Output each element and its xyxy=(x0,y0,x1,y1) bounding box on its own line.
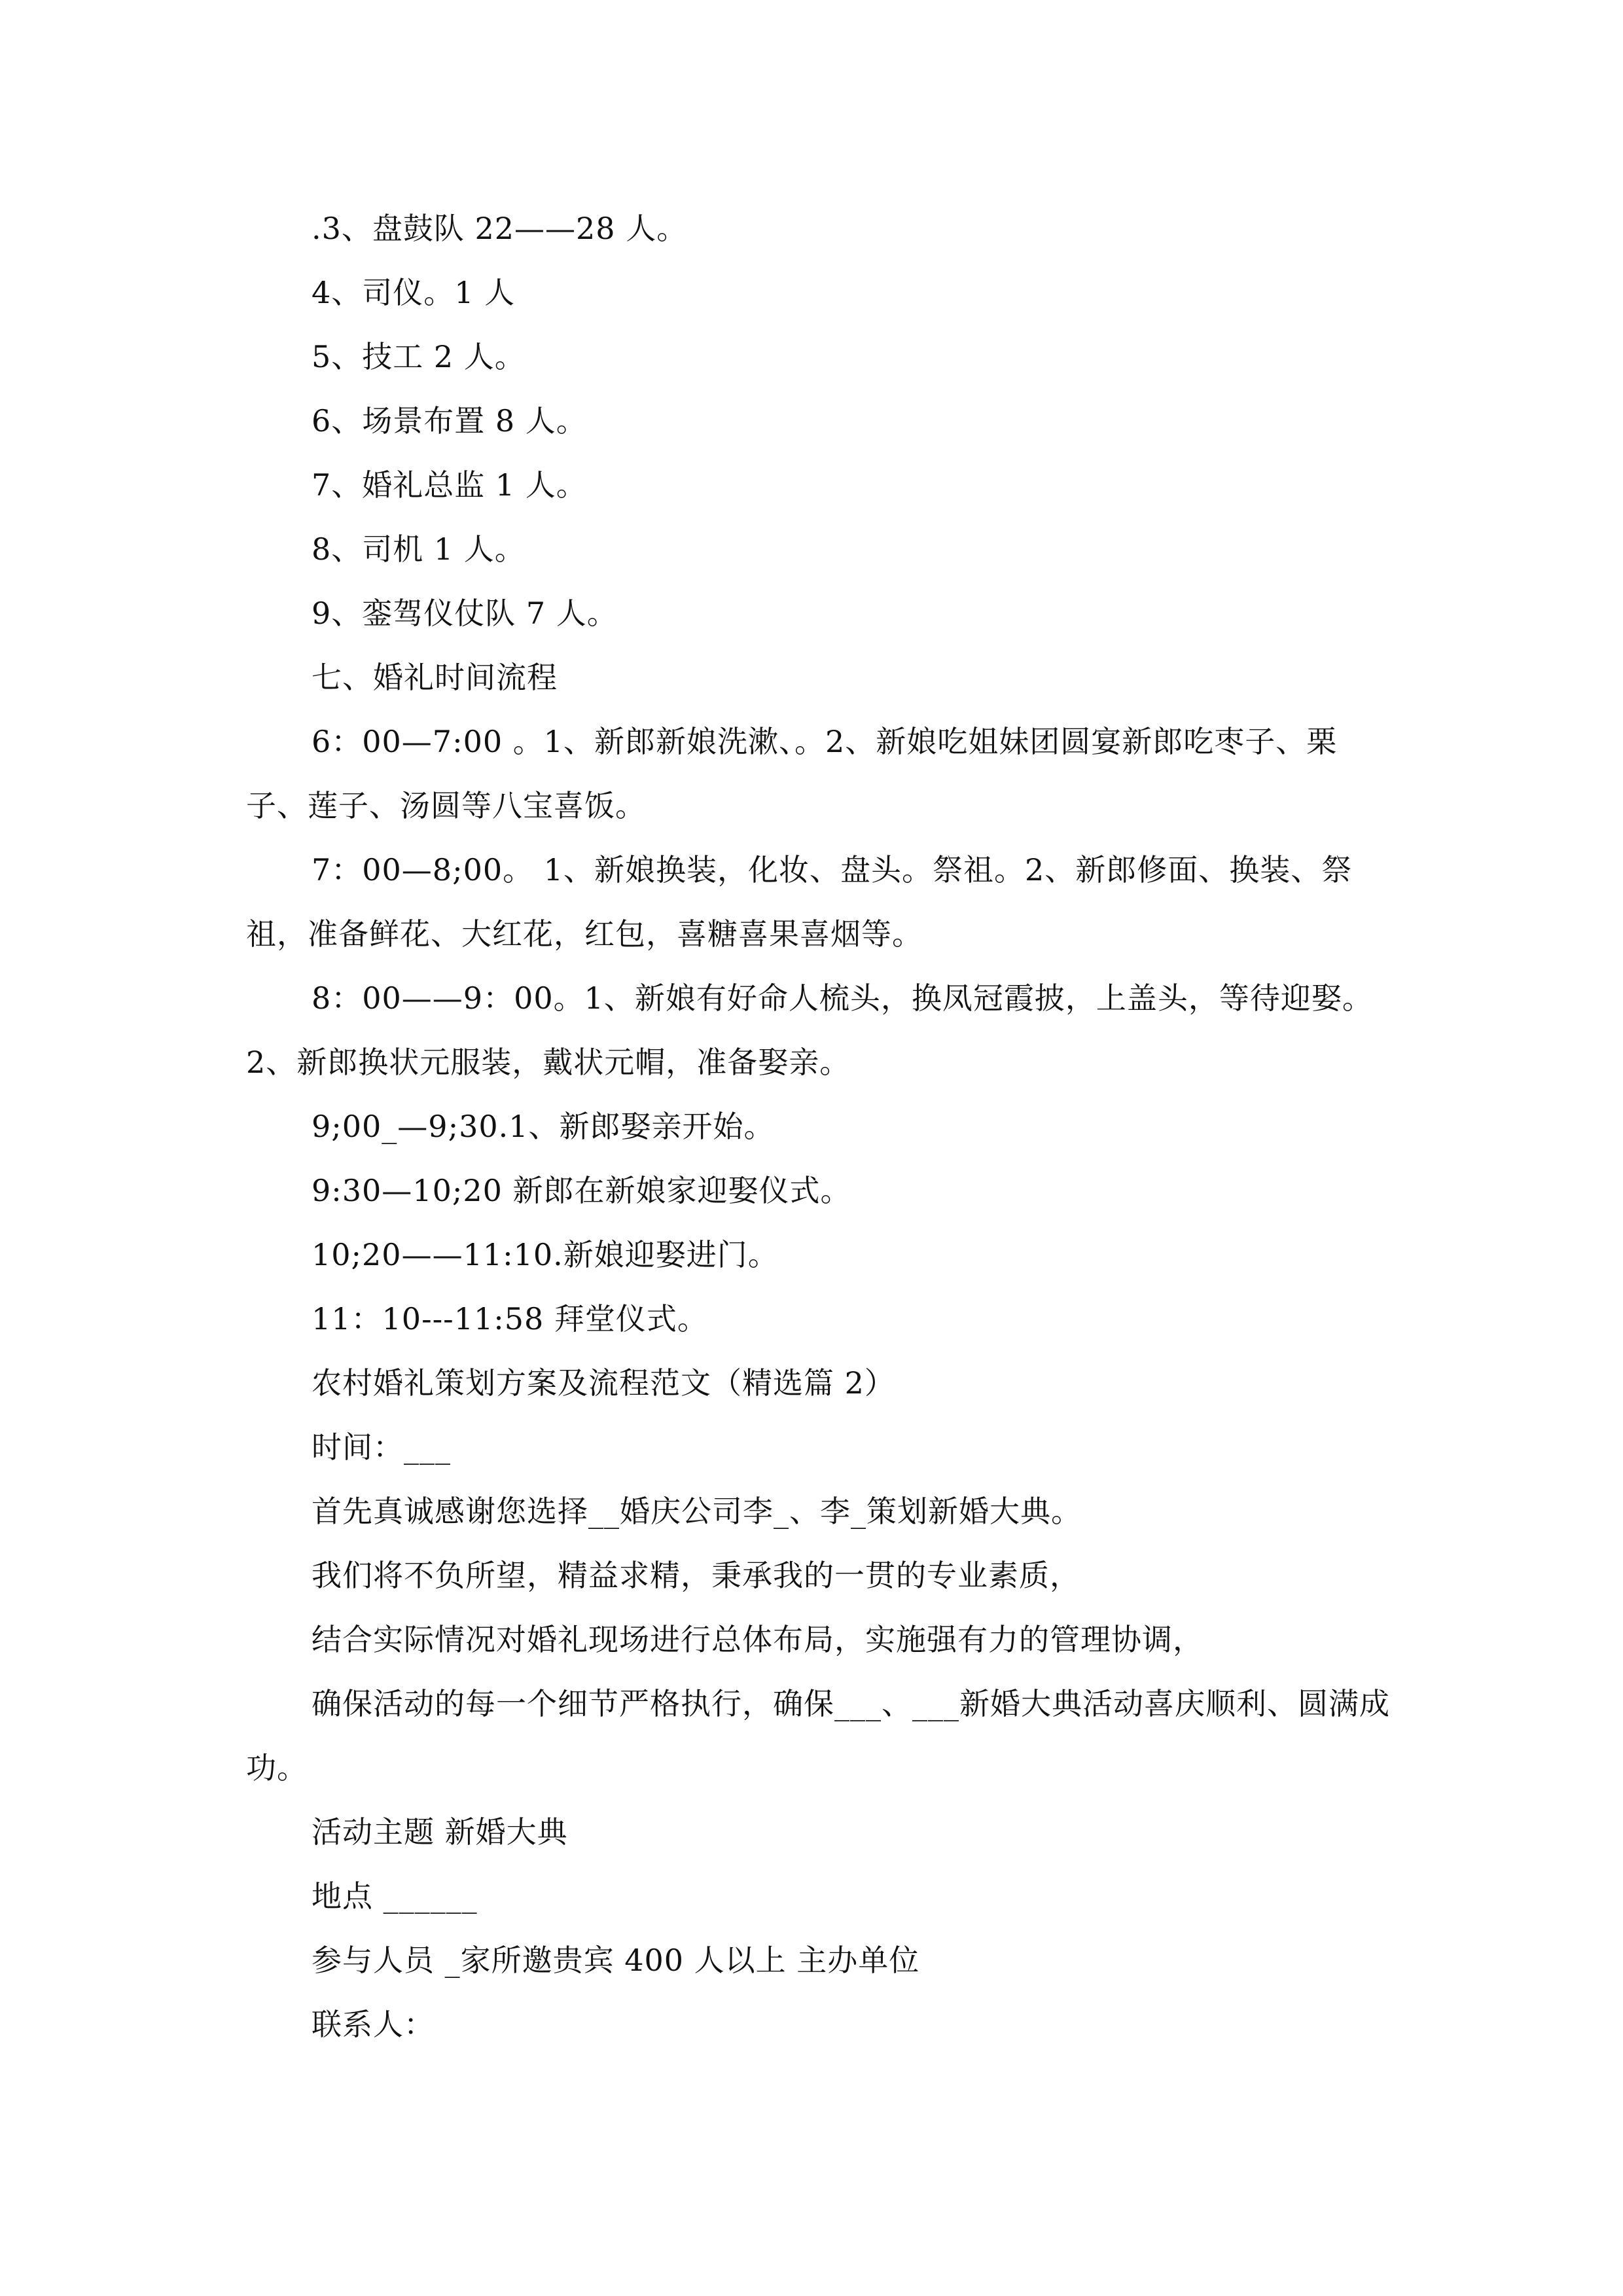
paragraph-time: 时间：___ xyxy=(312,1429,451,1465)
timeline-item-6-7: 6：00—7:00 。1、新郎新娘洗漱、。2、新娘吃姐妹团圆宴新郎吃枣子、栗子、莲子、汤圆等八宝喜饭。 xyxy=(246,724,1338,823)
section-heading-timeline: 七、婚礼时间流程 xyxy=(312,660,558,695)
paragraph-contact: 联系人： xyxy=(312,2007,435,2042)
timeline-item-7-8: 7：00—8;00。 1、新娘换装，化妆、盘头。祭祖。2、新郎修面、换装、祭祖，准备鲜花、大红花，红包，喜糖喜果喜烟等。 xyxy=(246,852,1353,952)
paragraph-technicians: 5、技工 2 人。 xyxy=(312,339,526,374)
paragraph-wedding-director: 7、婚礼总监 1 人。 xyxy=(312,467,587,503)
paragraph-location: 地点 ______ xyxy=(312,1878,478,1914)
paragraph-honor-guard: 9、銮驾仪仗队 7 人。 xyxy=(312,596,618,631)
paragraph-theme: 活动主题 新婚大典 xyxy=(312,1814,568,1850)
timeline-item-1020-1110: 10;20——11:10.新娘迎娶进门。 xyxy=(312,1237,779,1272)
paragraph-thanks: 首先真诚感谢您选择__婚庆公司李_、李_策划新婚大典。 xyxy=(312,1494,1082,1529)
timeline-item-1110-1158: 11：10---11:58 拜堂仪式。 xyxy=(312,1301,708,1336)
paragraph-layout: 结合实际情况对婚礼现场进行总体布局，实施强有力的管理协调， xyxy=(312,1622,1204,1657)
paragraph-mc: 4、司仪。1 人 xyxy=(312,275,516,310)
timeline-item-8-9: 8：00——9：00。1、新娘有好命人梳头，换凤冠霞披，上盖头，等待迎娶。2、新郎换状元服装，戴状元帽，准备娶亲。 xyxy=(246,980,1373,1080)
paragraph-ensure: 确保活动的每一个细节严格执行，确保___、___新婚大典活动喜庆顺利、圆满成功。 xyxy=(246,1686,1390,1785)
timeline-item-9-930: 9;00_—9;30.1、新郎娶亲开始。 xyxy=(312,1109,775,1144)
paragraph-participants: 参与人员 _家所邀贵宾 400 人以上 主办单位 xyxy=(312,1943,920,1978)
document-body xyxy=(246,196,1398,2056)
paragraph-driver: 8、司机 1 人。 xyxy=(312,531,526,567)
timeline-item-930-1020: 9:30—10;20 新郎在新娘家迎娶仪式。 xyxy=(312,1173,851,1208)
paragraph-drum-team: .3、盘鼓队 22——28 人。 xyxy=(312,211,688,246)
section-heading-template-2: 农村婚礼策划方案及流程范文（精选篇 2） xyxy=(312,1365,895,1401)
paragraph-commitment: 我们将不负所望，精益求精，秉承我的一贯的专业素质， xyxy=(312,1558,1080,1593)
paragraph-scene-setup: 6、场景布置 8 人。 xyxy=(312,403,587,439)
